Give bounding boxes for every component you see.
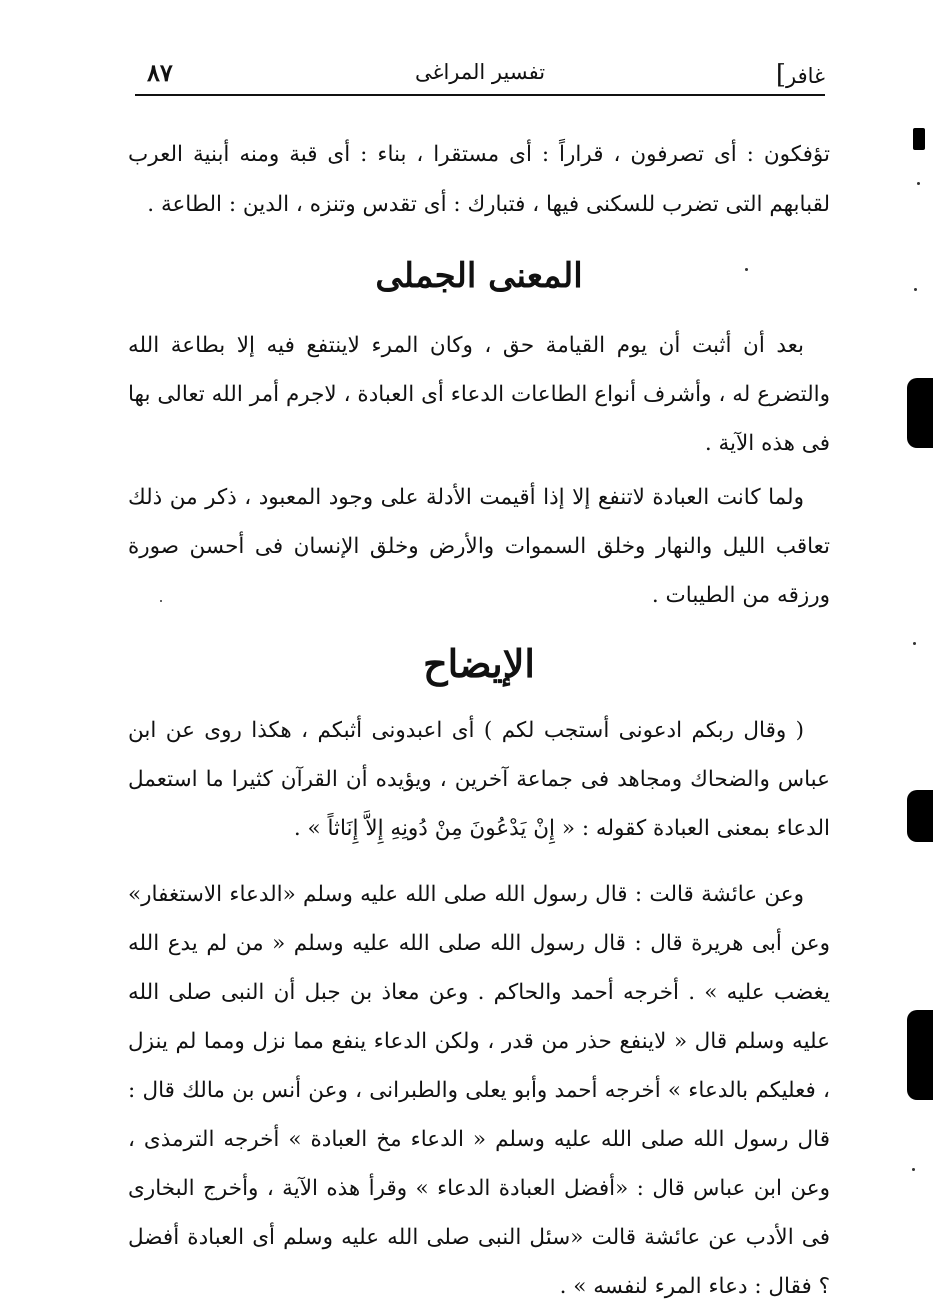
explanation-paragraph-1: ( وقال ربكم ادعونى أستجب لكم ) أى اعبدونى أثبكم ، هكذا روى عن ابن عباس والضحاك ومجاهد فى جماعة آخرين ، ويؤيده أن القرآن كثيرا ما استعمل الدعاء بمعنى العبادة كقوله : « إِنْ يَدْعُونَ مِنْ دُونِهِ إِلاَّ إِنَاثاً » . [128,718,830,841]
header-rule [135,94,825,96]
scan-speck [160,600,162,602]
summary-paragraph-1: بعد أن أثبت أن يوم القيامة حق ، وكان المرء لاينتفع فيه إلا بطاعة الله والتضرع له ، وأشرف أنواع الطاعات الدعاء أى العبادة ، لاجرم أمر الله تعالى بها فى هذه الآية . [128,333,830,456]
running-title: تفسير المراغى [414,60,546,84]
glossary-line-2: لقبابهم التى تضرب للسكنى فيها ، فتبارك : أى تقدس وتنزه ، الدين : الطاعة . [147,192,830,217]
scan-speck [912,1168,915,1171]
explanation-paragraph-2: وعن عائشة قالت : قال رسول الله صلى الله عليه وسلم «الدعاء الاستغفار» وعن أبى هريرة قال : قال رسول الله صلى الله عليه وسلم « من لم يدع الله يغضب عليه » . أخرجه أحمد والحاكم . وعن معاذ بن جبل أن النبى صلى الله عليه وسلم قال « لاينفع حذر من قدر ، ولكن الدعاء ينفع مما نزل ومما لم ينزل ، فعليكم بالدعاء » أخرجه أحمد وأبو يعلى والطبرانى ، وعن أنس بن مالك قال : قال رسول الله صلى الله عليه وسلم « الدعاء مخ العبادة » أخرجه الترمذى ، وعن ابن عباس قال : «أفضل العبادة الدعاء » وقرأ هذه الآية ، وأخرج البخارى فى الأدب عن عائشة قالت «سئل النبى صلى الله عليه وسلم أى العبادة أفضل ؟ فقال : دعاء المرء لنفسه » . [128,882,830,1299]
scan-edge-mark [913,128,925,150]
glossary-line-1: تؤفكون : أى تصرفون ، قراراً : أى مستقرا ، بناء : أى قبة ومنه أبنية العرب [128,142,830,167]
bracket-mark: ] [775,60,786,90]
scan-edge-mark [907,790,933,842]
page-header [135,52,825,96]
page-number: ٨٧ [147,58,173,87]
chapter-label [770,60,825,90]
scan-edge-mark [907,1010,933,1100]
section-heading-summary: المعنى الجملى [375,256,583,296]
summary-paragraph-2: ولما كانت العبادة لاتنفع إلا إذا أقيمت الأدلة على وجود المعبود ، ذكر من ذلك تعاقب الليل والنهار وخلق السموات والأرض وخلق الإنسان فى أحسن صورة ورزقه من الطيبات . [128,485,830,608]
chapter-name: غافر [785,64,825,88]
scan-edge-mark [907,378,933,448]
scan-speck [913,642,916,645]
section-heading-explanation: الإيضاح [423,641,535,686]
scan-speck [914,288,917,291]
scan-speck [745,268,748,271]
scan-speck [917,182,920,185]
